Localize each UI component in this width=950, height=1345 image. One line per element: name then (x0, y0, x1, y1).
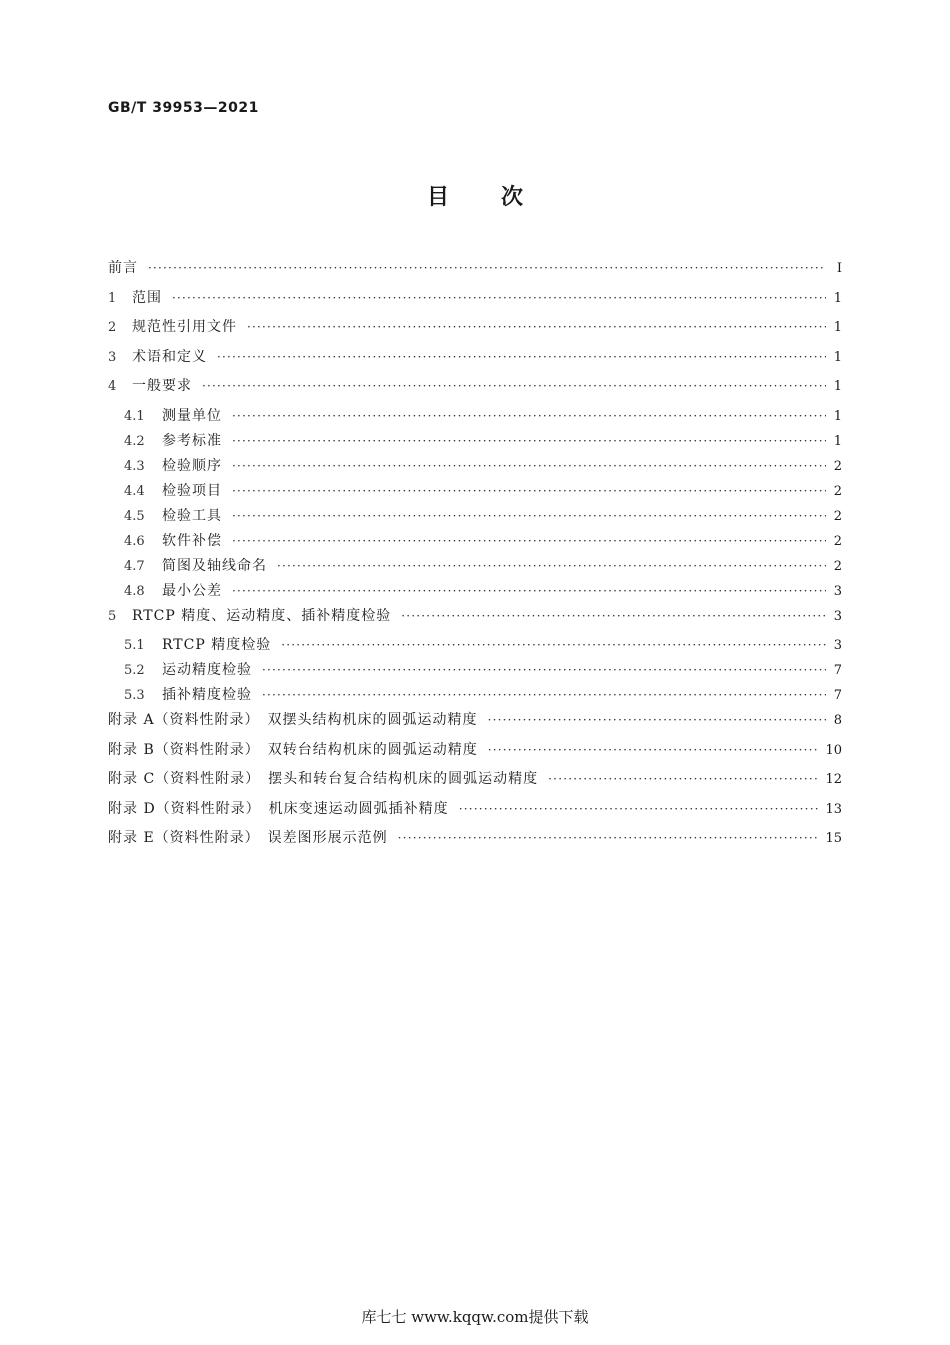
toc-page-number: 2 (833, 508, 842, 524)
toc-page-number: 1 (833, 320, 842, 335)
toc-entry-number: 4.2 (124, 433, 145, 449)
toc-dot-leader (488, 740, 820, 760)
toc-entry-label: 检验工具 (162, 507, 222, 524)
title-part-1: 目 (426, 185, 449, 210)
footer-watermark: 库七七 www.kqqw.com提供下载 (361, 1308, 589, 1326)
toc-entry-number: 5 (108, 608, 117, 624)
toc-page-number: 1 (833, 379, 842, 394)
toc-dot-leader (232, 431, 826, 451)
toc-entry[interactable] (108, 347, 842, 377)
toc-entry-label: 检验项目 (162, 482, 222, 499)
toc-entry[interactable] (108, 660, 842, 685)
toc-entry[interactable] (108, 531, 842, 556)
toc-page-number: 3 (833, 608, 842, 624)
toc-entry[interactable] (108, 740, 842, 770)
toc-entry[interactable] (108, 406, 842, 431)
toc-entry-number: 2 (108, 320, 117, 335)
toc-entry-label: 最小公差 (162, 582, 222, 599)
toc-entry-label: RTCP 精度检验 (162, 637, 272, 653)
toc-dot-leader (281, 635, 826, 655)
toc-entry-number: 4.4 (124, 483, 145, 499)
toc-entry[interactable] (108, 376, 842, 406)
toc-dot-leader (232, 406, 826, 426)
toc-entry[interactable] (108, 685, 842, 710)
toc-entry-label: 前言 (108, 260, 138, 276)
toc-entry-number: 1 (108, 290, 117, 306)
toc-entry[interactable] (108, 506, 842, 531)
toc-entry-label: 术语和定义 (132, 348, 207, 365)
toc-dot-leader (262, 685, 826, 705)
toc-page-number: 1 (833, 290, 842, 306)
toc-entry[interactable] (108, 581, 842, 606)
toc-entry-label: 检验顺序 (162, 457, 222, 474)
toc-dot-leader (232, 481, 826, 501)
toc-page-number: 3 (833, 638, 842, 653)
toc-entry-number: 5.3 (124, 688, 145, 703)
toc-entry[interactable] (108, 431, 842, 456)
toc-entry[interactable] (108, 288, 842, 318)
toc-entry-label: 软件补偿 (162, 532, 222, 549)
toc-entry-number: 4.5 (124, 508, 145, 524)
toc-page-number: 15 (825, 831, 842, 846)
toc-entry-label: 规范性引用文件 (132, 319, 237, 335)
toc-dot-leader (548, 769, 819, 789)
toc-entry-label: 一般要求 (132, 378, 192, 394)
toc-entry-number: 5.1 (124, 638, 145, 653)
toc-entry-number: 4.6 (124, 533, 145, 549)
page-title (0, 180, 950, 211)
toc-entry-label: 附录 A（资料性附录） 双摆头结构机床的圆弧运动精度 (108, 712, 478, 728)
standard-number: GB/T 39953—2021 (108, 100, 259, 116)
title-part-2: 次 (501, 185, 524, 210)
toc-dot-leader (217, 347, 826, 367)
toc-entry-label: 测量单位 (162, 407, 222, 424)
toc-entry[interactable] (108, 799, 842, 829)
toc-entry[interactable] (108, 769, 842, 799)
toc-dot-leader (202, 376, 826, 396)
toc-dot-leader (262, 660, 826, 680)
toc-entry[interactable] (108, 710, 842, 740)
toc-entry-number: 3 (108, 349, 117, 365)
toc-dot-leader (277, 556, 826, 576)
toc-entry[interactable] (108, 606, 842, 636)
toc-page-number: 13 (825, 801, 842, 817)
toc-entry-label: 附录 D（资料性附录） 机床变速运动圆弧插补精度 (108, 800, 449, 817)
toc-entry-number: 5.2 (124, 663, 145, 678)
toc-entry-number: 4 (108, 379, 117, 394)
toc-dot-leader (232, 581, 826, 601)
toc-entry-number: 4.7 (124, 558, 145, 574)
toc-dot-leader (459, 799, 820, 819)
table-of-contents (108, 258, 842, 858)
toc-page-number: 2 (833, 483, 842, 499)
toc-entry[interactable] (108, 481, 842, 506)
toc-entry-number: 4.3 (124, 458, 145, 474)
toc-dot-leader (398, 828, 820, 848)
toc-entry-label: 插补精度检验 (162, 687, 252, 703)
toc-page-number: Ⅰ (836, 261, 842, 276)
toc-page-number: 8 (833, 713, 842, 728)
toc-entry[interactable] (108, 317, 842, 347)
toc-entry-number: 4.1 (124, 408, 145, 424)
toc-entry-label: 附录 C（资料性附录） 摆头和转台复合结构机床的圆弧运动精度 (108, 771, 539, 787)
toc-entry-label: RTCP 精度、运动精度、插补精度检验 (132, 607, 392, 624)
toc-page-number: 2 (833, 458, 842, 474)
toc-entry-label: 附录 B（资料性附录） 双转台结构机床的圆弧运动精度 (108, 741, 478, 758)
toc-entry-label: 范围 (132, 289, 162, 306)
toc-dot-leader (232, 456, 826, 476)
toc-page-number: 1 (833, 408, 842, 424)
toc-entry-label: 参考标准 (162, 432, 222, 449)
toc-entry-label: 简图及轴线命名 (162, 557, 267, 574)
toc-page-number: 1 (833, 433, 842, 449)
toc-page-number: 7 (833, 663, 842, 678)
toc-dot-leader (172, 288, 826, 308)
toc-dot-leader (232, 531, 826, 551)
toc-entry[interactable] (108, 556, 842, 581)
toc-entry[interactable] (108, 635, 842, 660)
toc-page-number: 7 (833, 688, 842, 703)
toc-page-number: 3 (833, 583, 842, 599)
toc-page-number: 2 (833, 558, 842, 574)
toc-dot-leader (247, 317, 826, 337)
toc-page-number: 10 (825, 742, 842, 758)
toc-page-number: 1 (833, 349, 842, 365)
toc-entry[interactable] (108, 828, 842, 858)
toc-dot-leader (401, 606, 826, 626)
toc-dot-leader (488, 710, 826, 730)
toc-entry[interactable] (108, 258, 842, 288)
toc-entry-label: 附录 E（资料性附录） 误差图形展示范例 (108, 830, 388, 846)
toc-dot-leader (232, 506, 826, 526)
toc-entry-number: 4.8 (124, 583, 145, 599)
toc-entry[interactable] (108, 456, 842, 481)
toc-entry-label: 运动精度检验 (162, 662, 252, 678)
toc-dot-leader (148, 258, 826, 278)
toc-page-number: 2 (833, 533, 842, 549)
toc-page-number: 12 (825, 772, 842, 787)
